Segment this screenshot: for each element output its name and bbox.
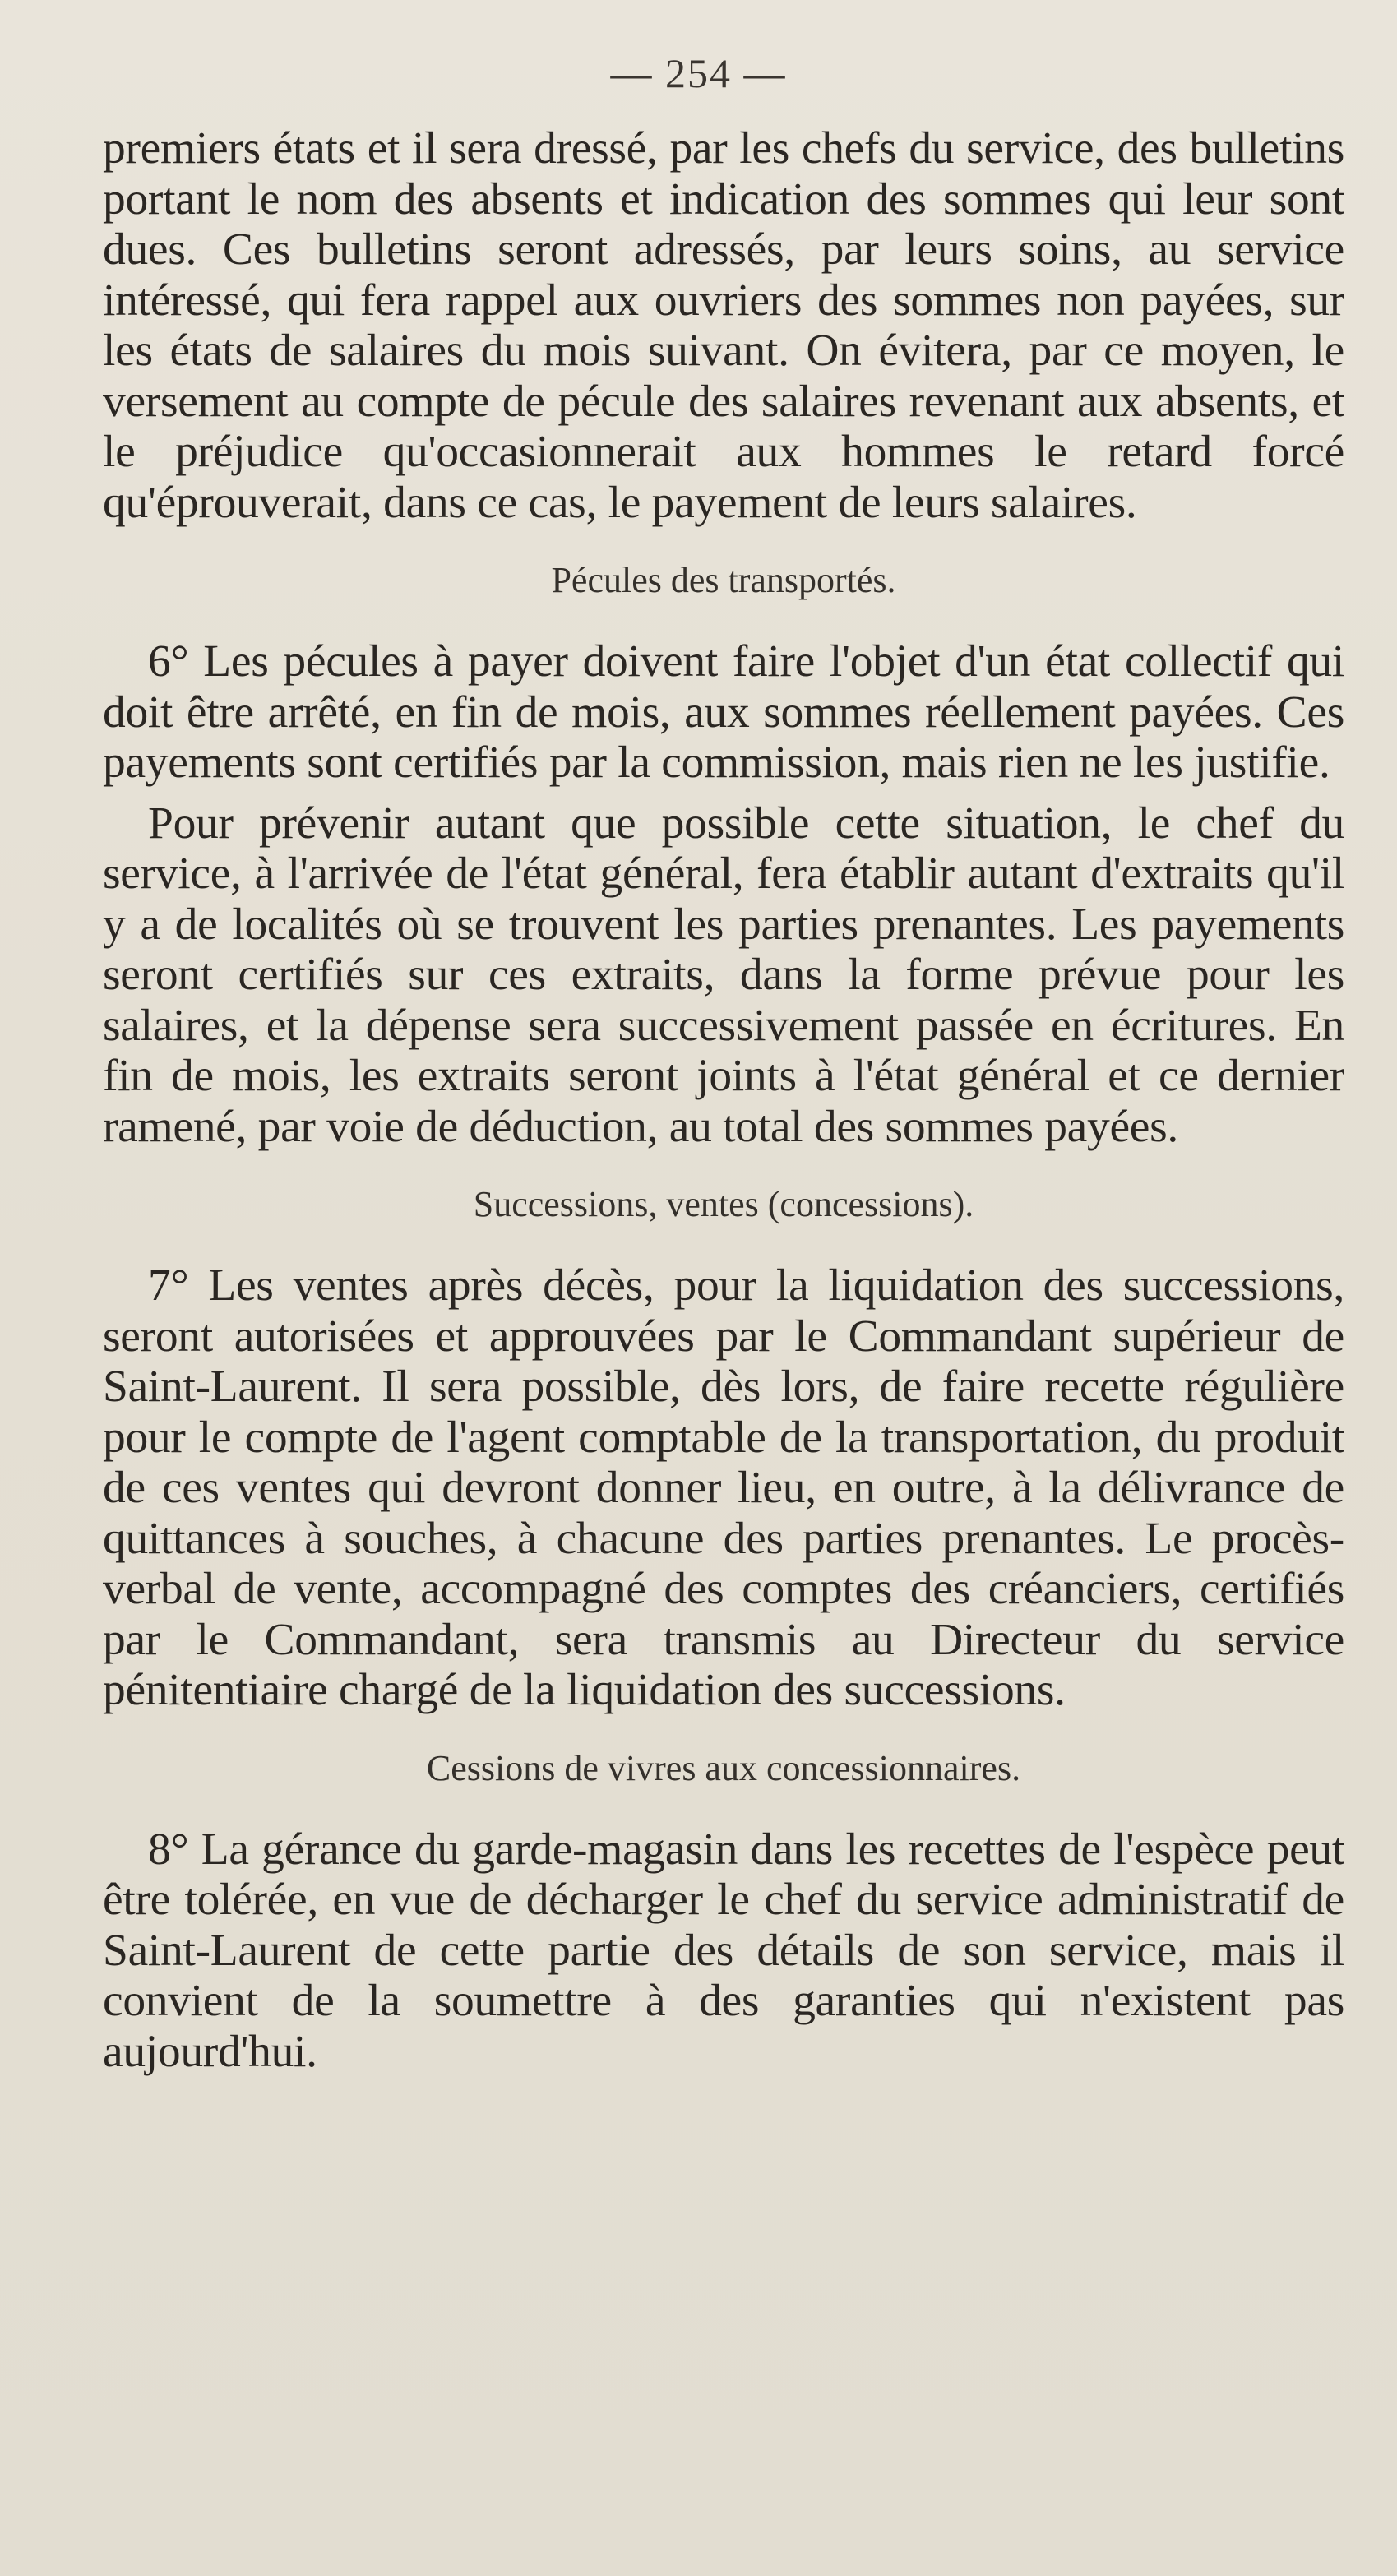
section-heading-successions: Successions, ventes (concessions). [473,1184,974,1224]
paragraph-cessions-8: 8° La gérance du garde-magasin dans les recettes de l'espèce peut être tolérée, en vue de décharger le chef du service administratif de Saint-Laurent de cette partie des détails de son service, mais il convient de la soumettre à des garanties qui n'existent pas aujourd'hui. [103,1824,1344,2077]
section-heading-pecules: Pécules des transportés. [551,560,896,600]
paragraph-successions-7: 7° Les ventes après décès, pour la liquidation des successions, seront autorisées et approuvées par le Commandant supérieur de Saint-Laurent. Il sera possible, dès lors, de faire recette régulière pour le compte de l'agent comptable de la transportation, du produit de ces ventes qui devront donner lieu, en outre, à la délivrance de quittances à souches, à chacune des parties prenantes. Le procès-verbal de vente, accompagné des comptes des créanciers, certifiés par le Commandant, sera transmis au Directeur du service pénitentiaire chargé de la liquidation des successions. [103,1260,1344,1715]
paragraph-intro-continuation: premiers états et il sera dressé, par les chefs du service, des bulletins portant le nom des absents et indication des sommes qui leur sont dues. Ces bulletins seront adressés, par leurs soins, au service intéressé, qui fera rappel aux ouvriers des sommes non payées, sur les états de salaires du mois suivant. On évitera, par ce moyen, le versement au compte de pécule des salaires revenant aux absents, et le préjudice qu'occasionnerait aux hommes le retard forcé qu'éprouverait, dans ce cas, le payement de leurs salaires. [103,123,1344,528]
paragraph-pecules-prevention: Pour prévenir autant que possible cette situation, le chef du service, à l'arrivée de l'état général, fera établir autant d'extraits qu'il y a de localités où se trouvent les parties prenantes. Les payements seront certifiés sur ces extraits, dans la forme prévue pour les salaires, et la dépense sera successivement passée en écritures. En fin de mois, les extraits seront joints à l'état général et ce dernier ramené, par voie de déduction, au total des sommes payées. [103,798,1344,1152]
text-body [103,123,1344,2077]
section-heading-cessions: Cessions de vivres aux concessionnaires. [426,1747,1021,1788]
page-number: — 254 — [610,50,787,96]
paragraph-pecules-6: 6° Les pécules à payer doivent faire l'objet d'un état collectif qui doit être arrêté, en fin de mois, aux sommes réellement payées. Ces payements sont certifiés par la commission, mais rien ne les justifie. [103,636,1344,788]
